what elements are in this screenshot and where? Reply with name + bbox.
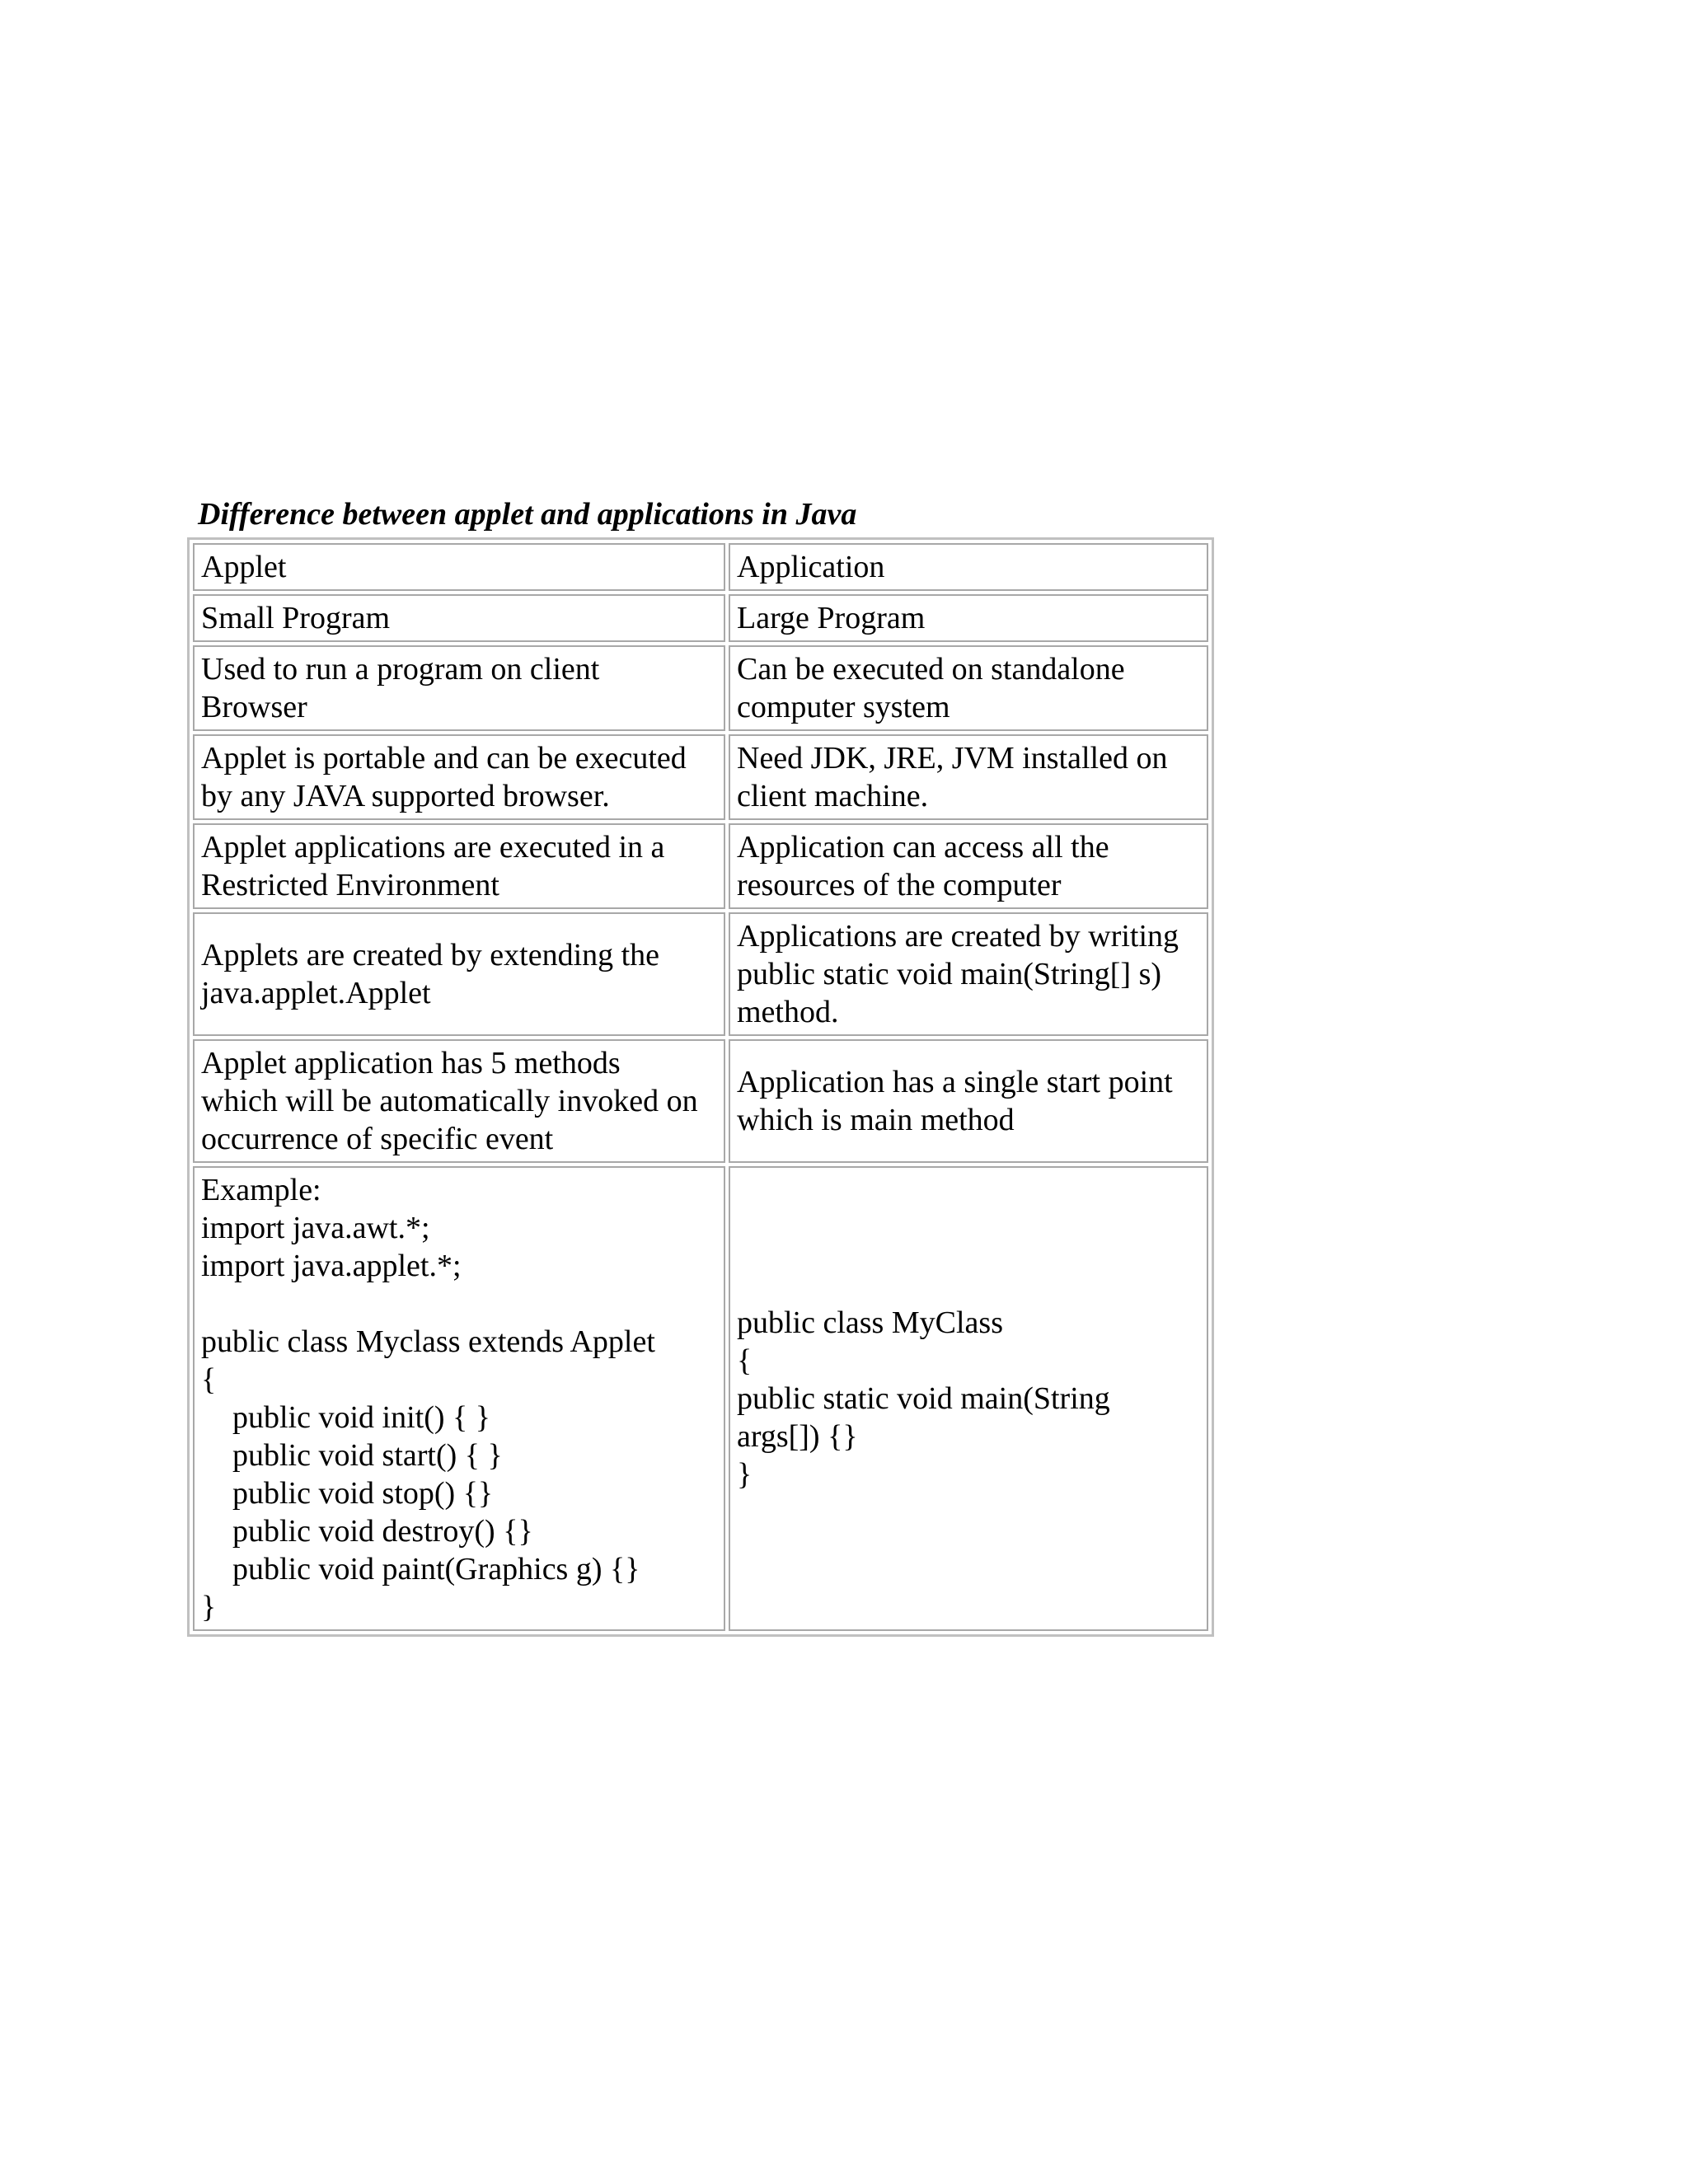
application-cell-text: Applications are created by writing public static void main(String[] s) method. <box>737 919 1179 1029</box>
code-line: } <box>737 1457 753 1492</box>
applet-cell <box>193 645 725 731</box>
application-cell <box>729 912 1208 1036</box>
application-cell-text: Large Program <box>737 601 926 635</box>
application-cell-text: Application has a single start point which is main method <box>737 1065 1173 1137</box>
code-line: import java.applet.*; <box>201 1249 462 1283</box>
code-line: public static void main(String <box>737 1381 1110 1416</box>
applet-cell-text: Applet is portable and can be executed by any JAVA supported browser. <box>201 741 687 813</box>
table-row <box>193 823 1208 909</box>
code-line: args[]) {} <box>737 1419 858 1454</box>
code-line: public void destroy() {} <box>232 1514 533 1549</box>
code-line: { <box>737 1343 753 1378</box>
header-cell-applet <box>193 543 725 591</box>
application-example-cell <box>729 1166 1208 1631</box>
applet-cell-text: Applet applications are executed in a Restricted Environment <box>201 830 665 902</box>
table-row <box>193 1039 1208 1163</box>
table-row <box>193 912 1208 1036</box>
application-cell-text: Need JDK, JRE, JVM installed on client machine. <box>737 741 1168 813</box>
applet-example-cell <box>193 1166 725 1631</box>
code-line: { <box>201 1362 217 1397</box>
application-cell <box>729 594 1208 642</box>
header-label-applet: Applet <box>201 550 287 584</box>
application-cell-text: Application can access all the resources of the computer <box>737 830 1109 902</box>
application-cell-text: Can be executed on standalone computer system <box>737 652 1125 724</box>
table-header-row <box>193 543 1208 591</box>
applet-cell-text: Applet application has 5 methods which will be automatically invoked on occurrence of specific event <box>201 1046 698 1156</box>
applet-cell <box>193 594 725 642</box>
applet-cell <box>193 823 725 909</box>
blank-code-line <box>201 1285 715 1323</box>
applet-cell <box>193 734 725 820</box>
applet-cell <box>193 1039 725 1163</box>
example-row <box>193 1166 1208 1631</box>
applet-cell-text: Used to run a program on client Browser <box>201 652 600 724</box>
applet-cell <box>193 912 725 1036</box>
applet-cell-text: Applets are created by extending the java.applet.Applet <box>201 938 660 1010</box>
code-line: public void start() { } <box>232 1438 503 1473</box>
code-line: public void stop() {} <box>232 1476 494 1511</box>
table-row <box>193 645 1208 731</box>
example-label: Example: <box>201 1173 321 1207</box>
header-cell-application <box>729 543 1208 591</box>
code-line: } <box>201 1590 217 1624</box>
code-line: public void paint(Graphics g) {} <box>232 1552 640 1586</box>
applet-cell-text: Small Program <box>201 601 391 635</box>
table-row <box>193 594 1208 642</box>
table-row <box>193 734 1208 820</box>
code-line: public class MyClass <box>737 1305 1003 1340</box>
application-cell <box>729 734 1208 820</box>
comparison-table <box>187 537 1214 1637</box>
code-line: public class Myclass extends Applet <box>201 1324 655 1359</box>
document-title: Difference between applet and applications in Java <box>198 497 857 532</box>
application-cell <box>729 1039 1208 1163</box>
application-cell <box>729 645 1208 731</box>
code-line: import java.awt.*; <box>201 1211 430 1245</box>
header-label-application: Application <box>737 550 885 584</box>
code-line: public void init() { } <box>232 1400 490 1435</box>
application-cell <box>729 823 1208 909</box>
